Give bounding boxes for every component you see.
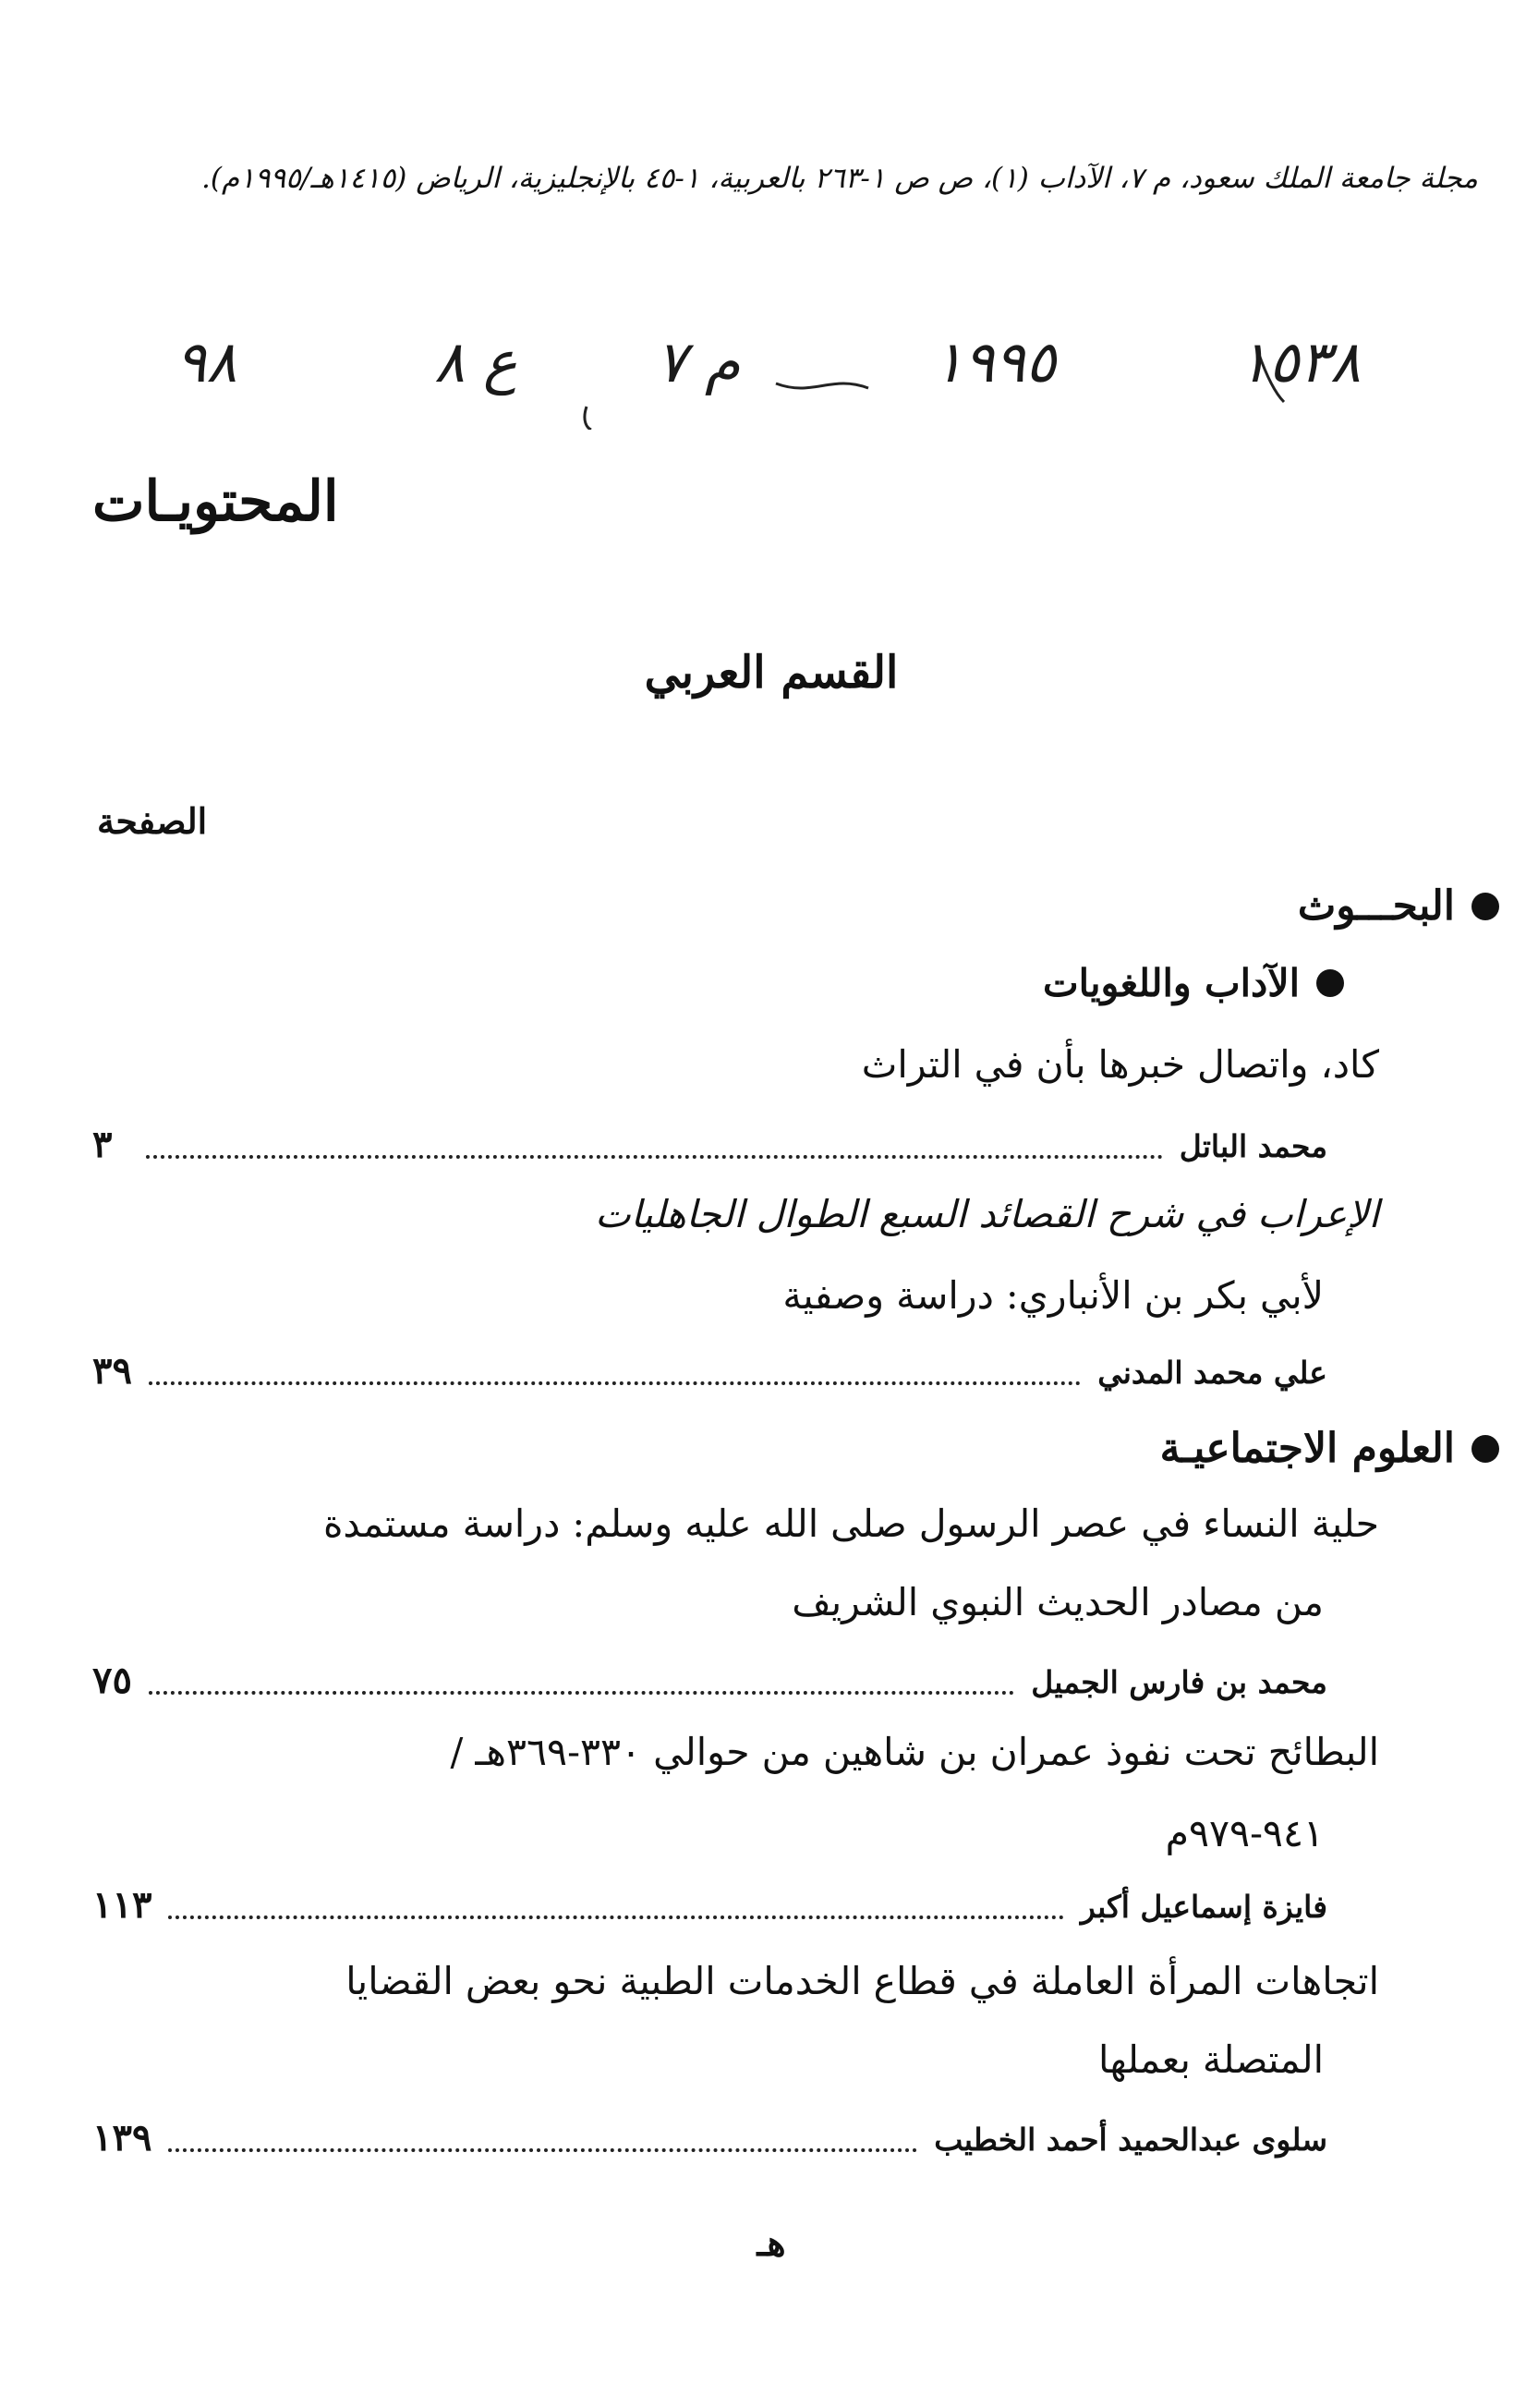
handwritten-annotation [166, 319, 1395, 430]
research-heading-label: البحـــوث [1297, 882, 1455, 930]
bullet-icon [1471, 893, 1499, 920]
entry-title-line: المتصلة بعملها [1098, 2037, 1324, 2082]
entry-page-number: ٣٩ [92, 1349, 132, 1393]
entry-title-line: الإعراب في شرح القصائد السبع الطوال الجاهليات [595, 1192, 1379, 1236]
handwritten-code: ٩٨ [176, 328, 237, 395]
entry-page-number: ٧٥ [92, 1659, 132, 1702]
entry-author-row [92, 1123, 1327, 1166]
page-mark: هـ [757, 2222, 786, 2264]
entry-author-row [92, 2116, 1327, 2159]
contents-title: المحتويـات [92, 469, 339, 534]
entry-author-row [92, 1349, 1327, 1393]
social-sciences-heading [1160, 1425, 1499, 1472]
handwritten-issue: ع ٨ [434, 328, 518, 395]
social-sciences-heading-label: العلوم الاجتماعيـة [1159, 1425, 1455, 1472]
entry-title-line: كاد، واتصال خبرها بأن في التراث [861, 1042, 1379, 1087]
entry-title-line: ٩٤١-٩٧٩م [1165, 1811, 1324, 1855]
entry-author-row [92, 1659, 1327, 1702]
literature-heading [1043, 961, 1344, 1005]
entry-page-number: ١٣٩ [92, 2116, 152, 2159]
entry-title-line: لأبي بكر بن الأنباري: دراسة وصفية [782, 1273, 1324, 1318]
page-column-label: الصفحة [97, 800, 208, 842]
bullet-icon [1471, 1435, 1499, 1463]
dot-leader [149, 1381, 1081, 1385]
entry-author: علي محمد المدني [1097, 1355, 1327, 1391]
literature-heading-label: الآداب واللغويات [1042, 961, 1300, 1005]
entry-title-line: حلية النساء في عصر الرسول صلى الله عليه وسلم: دراسة مستمدة [322, 1502, 1379, 1546]
bullet-icon [1316, 969, 1344, 997]
entry-author: فايزة إسماعيل أكبر [1080, 1889, 1327, 1925]
handwritten-strokes [166, 319, 1395, 430]
entry-title-line: من مصادر الحديث النبوي الشريف [792, 1580, 1324, 1624]
entry-page-number: ٣ [92, 1123, 113, 1166]
handwritten-volume: م ٧ [656, 328, 741, 395]
dot-leader [149, 1691, 1014, 1695]
pen-stroke [585, 407, 591, 430]
entry-page-number: ١١٣ [92, 1883, 152, 1927]
handwritten-year: ١٩٩٥ [933, 328, 1057, 395]
dot-leader [168, 1915, 1063, 1919]
dot-leader [168, 2148, 917, 2152]
handwritten-number: ١٥٣٨ [1238, 328, 1362, 395]
pen-stroke [776, 383, 868, 388]
journal-citation: مجلة جامعة الملك سعود، م ٧، الآداب (١)، ص ص ١-٢٦٣ بالعربية، ١-٤٥ بالإنجليزية، الرياض (١٤١٥هـ/١٩٩٥م). [201, 162, 1478, 195]
entry-author-row [92, 1883, 1327, 1927]
entry-author: سلوى عبدالحميد أحمد الخطيب [934, 2122, 1327, 2158]
entry-author: محمد الباتل [1179, 1128, 1327, 1164]
section-title: القسم العربي [644, 647, 899, 699]
dot-leader [146, 1155, 1163, 1159]
entry-title-line: البطائح تحت نفوذ عمران بن شاهين من حوالي ٣٣٠-٣٦٩هـ / [450, 1730, 1379, 1774]
research-heading [1298, 882, 1499, 930]
entry-author: محمد بن فارس الجميل [1031, 1664, 1327, 1700]
entry-title-line: اتجاهات المرأة العاملة في قطاع الخدمات الطبية نحو بعض القضايا [345, 1959, 1379, 2003]
